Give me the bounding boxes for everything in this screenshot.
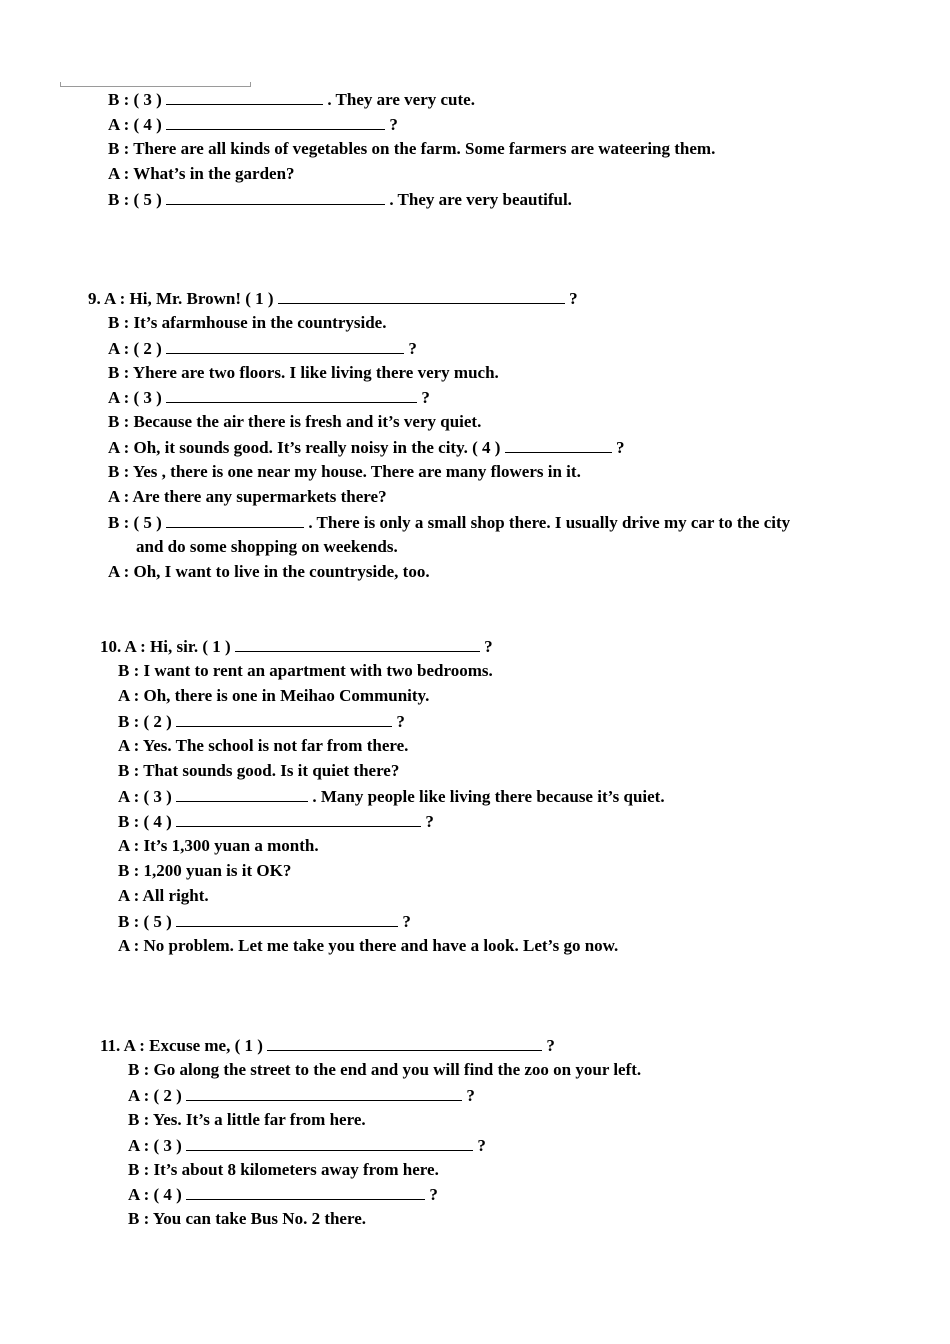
- dialog-line: A : ( 4 ) ?: [128, 1185, 438, 1204]
- answer-blank[interactable]: [186, 1135, 473, 1151]
- dialog-line: A : All right.: [118, 886, 209, 905]
- answer-blank[interactable]: [166, 512, 304, 528]
- dialog-line: A : Yes. The school is not far from there.: [118, 736, 409, 755]
- dialog-line: B : It’s afarmhouse in the countryside.: [108, 313, 387, 332]
- dialog-line: B : Go along the street to the end and you will find the zoo on your left.: [128, 1060, 642, 1079]
- dialog-line: A : What’s in the garden?: [108, 164, 295, 183]
- dialog-line: A : Oh, there is one in Meihao Community.: [118, 686, 430, 705]
- answer-blank[interactable]: [186, 1085, 462, 1101]
- dialog-line: A : Oh, I want to live in the countryside, too.: [108, 562, 430, 581]
- answer-blank[interactable]: [505, 437, 612, 453]
- dialog-line: B : Yhere are two floors. I like living there very much.: [108, 363, 499, 382]
- dialog-line: B : ( 3 ) . They are very cute.: [108, 90, 475, 109]
- dialog-line: A : Are there any supermarkets there?: [108, 487, 387, 506]
- dialog-line: A : Oh, it sounds good. It’s really noisy in the city. ( 4 ) ?: [108, 438, 625, 457]
- dialog-line: B : Yes , there is one near my house. There are many flowers in it.: [108, 462, 581, 481]
- question-11-title: 11. A : Excuse me, ( 1 ) ?: [100, 1036, 555, 1055]
- answer-blank[interactable]: [235, 636, 480, 652]
- dialog-line: A : It’s 1,300 yuan a month.: [118, 836, 319, 855]
- question-9-title: 9. A : Hi, Mr. Brown! ( 1 ) ?: [88, 289, 578, 308]
- dialog-line: A : ( 2 ) ?: [108, 339, 417, 358]
- dialog-line: A : ( 3 ) ?: [128, 1136, 486, 1155]
- dialog-line: and do some shopping on weekends.: [136, 537, 398, 556]
- dialog-line: B : 1,200 yuan is it OK?: [118, 861, 292, 880]
- dialog-line: B : ( 2 ) ?: [118, 712, 405, 731]
- dialog-line: B : You can take Bus No. 2 there.: [128, 1209, 367, 1228]
- dialog-line: B : Yes. It’s a little far from here.: [128, 1110, 366, 1129]
- answer-blank[interactable]: [166, 387, 417, 403]
- question-10-title: 10. A : Hi, sir. ( 1 ) ?: [100, 637, 493, 656]
- answer-blank[interactable]: [176, 911, 398, 927]
- dialog-line: B : Because the air there is fresh and it’s very quiet.: [108, 412, 482, 431]
- answer-blank[interactable]: [186, 1184, 425, 1200]
- header-rule: [60, 82, 251, 87]
- dialog-line: A : No problem. Let me take you there and have a look. Let’s go now.: [118, 936, 619, 955]
- dialog-line: A : ( 3 ) . Many people like living there because it’s quiet.: [118, 787, 665, 806]
- dialog-line: B : I want to rent an apartment with two bedrooms.: [118, 661, 493, 680]
- dialog-line: A : ( 4 ) ?: [108, 115, 398, 134]
- answer-blank[interactable]: [176, 711, 392, 727]
- answer-blank[interactable]: [166, 189, 385, 205]
- dialog-line: B : ( 5 ) ?: [118, 912, 411, 931]
- answer-blank[interactable]: [166, 89, 323, 105]
- dialog-line: B : ( 5 ) . They are very beautiful.: [108, 190, 572, 209]
- dialog-line: B : It’s about 8 kilometers away from here.: [128, 1160, 439, 1179]
- answer-blank[interactable]: [166, 114, 385, 130]
- answer-blank[interactable]: [176, 786, 308, 802]
- answer-blank[interactable]: [166, 338, 404, 354]
- answer-blank[interactable]: [278, 288, 565, 304]
- answer-blank[interactable]: [176, 811, 421, 827]
- dialog-line: B : There are all kinds of vegetables on the farm. Some farmers are wateering them.: [108, 139, 716, 158]
- dialog-line: A : ( 2 ) ?: [128, 1086, 475, 1105]
- dialog-line: B : ( 4 ) ?: [118, 812, 434, 831]
- dialog-line: B : That sounds good. Is it quiet there?: [118, 761, 400, 780]
- dialog-line: B : ( 5 ) . There is only a small shop there. I usually drive my car to the city: [108, 513, 791, 532]
- dialog-line: A : ( 3 ) ?: [108, 388, 430, 407]
- answer-blank[interactable]: [267, 1035, 542, 1051]
